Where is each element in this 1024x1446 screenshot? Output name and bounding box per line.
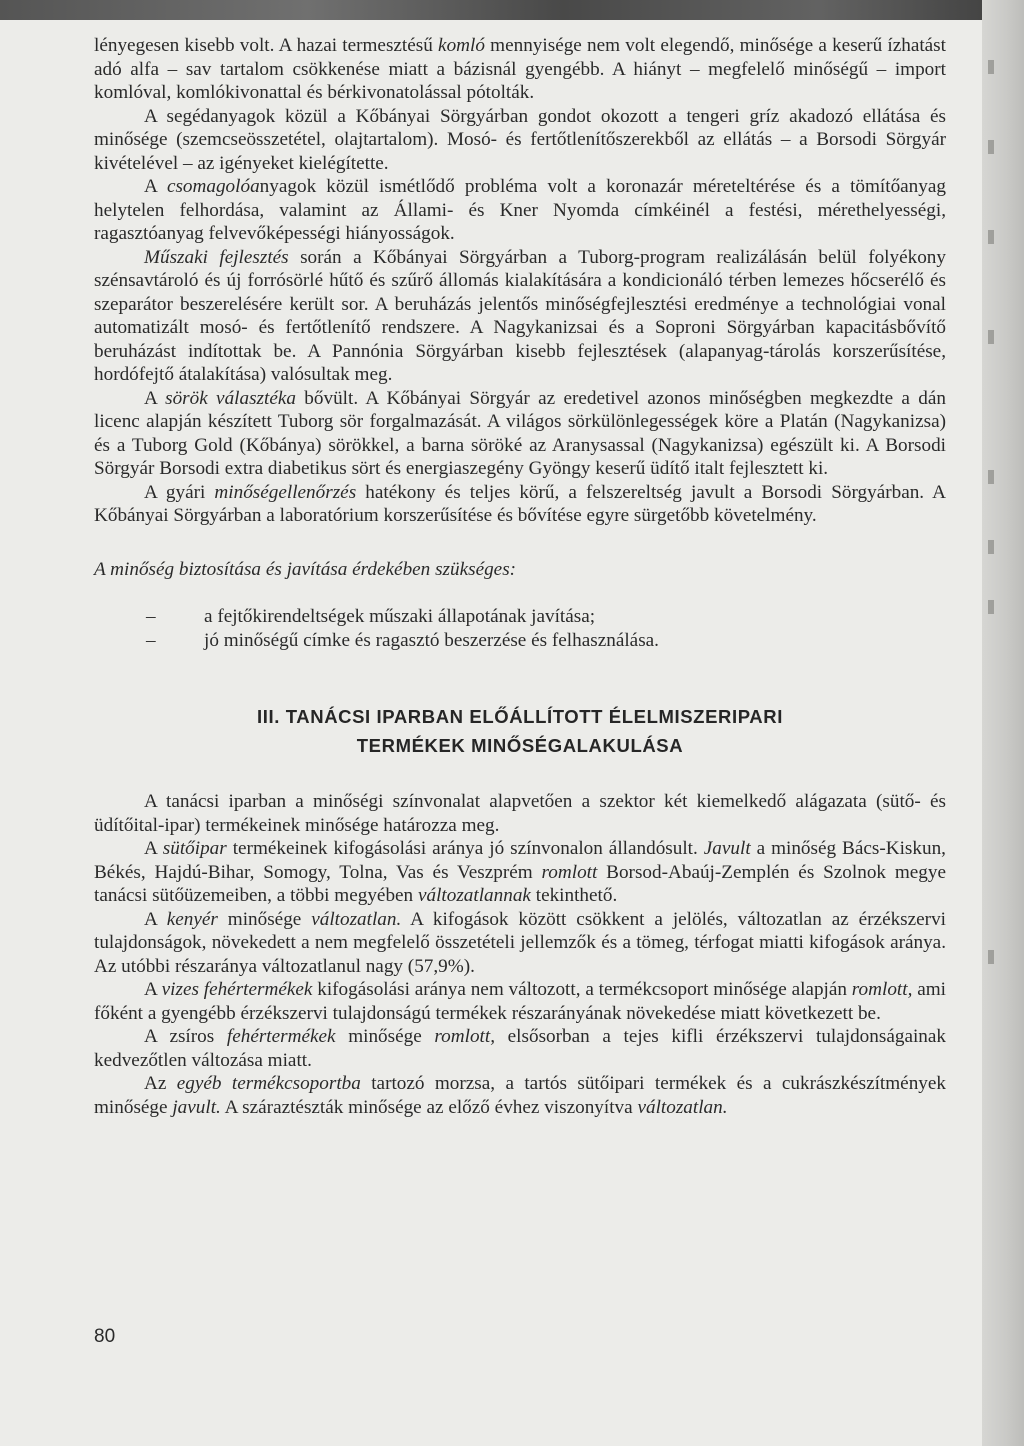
text-run: A <box>144 176 167 197</box>
text-run: a fejtőkirendeltségek műszaki állapotának javítása; <box>204 606 596 627</box>
emphasis-text: javult. <box>172 1096 221 1118</box>
text-run: tekinthető. <box>530 885 618 906</box>
list-item <box>94 629 946 653</box>
emphasis-text: csomagolóa <box>166 176 260 197</box>
emphasis-text: romlott, <box>851 979 913 1000</box>
list-item-text <box>204 629 659 653</box>
text-run: A segédanyagok közül a Kőbányai Sörgyárban gondot okozott a tengeri gríz akadozó ellátása és minősége (szemcseösszetétel, olajtartalom). Mosó- és fertőtlenítőszerekből az ellátás – a Borsodi Sörgyár kivételével – az igényeket kielégítette. <box>94 105 946 174</box>
edge-mark <box>988 600 994 614</box>
text-run: jó minőségű címke és ragasztó beszerzése és felhasználása. <box>204 629 659 651</box>
list-dash: – <box>146 629 156 651</box>
text-run: lényegesen kisebb volt. A hazai termesztésű <box>94 35 439 56</box>
scan-right-edge <box>982 0 1024 1446</box>
edge-mark <box>988 330 994 344</box>
emphasis-text: vizes fehértermékek <box>161 979 313 1000</box>
text-run: nyagok közül ismétlődő probléma volt a koronazár méreteltérése és a tömítőanyag helytelen felhordása, valamint az Állami- és Kner Nyomda címkéinél a festési, mérethelyességi, ragasztóanyag felvevőképességi hiányosságok. <box>94 176 946 244</box>
paragraph <box>94 908 946 979</box>
list-item <box>94 605 946 629</box>
emphasis-text: romlott <box>541 861 598 883</box>
text-run: elsősorban a tejes kifli érzékszervi tulajdonságainak kedvezőtlen változása miatt. <box>94 1026 947 1071</box>
edge-mark <box>988 140 994 154</box>
spacer <box>94 581 946 605</box>
emphasis-text: kenyér <box>166 908 218 930</box>
spacer <box>94 652 946 702</box>
paragraph <box>94 558 946 582</box>
text-run: A száraztészták minősége az előző évhez viszonyítva <box>220 1096 638 1118</box>
paragraph <box>94 978 946 1025</box>
edge-mark <box>988 230 994 244</box>
emphasis-text: változatlan. <box>637 1096 728 1118</box>
paragraph <box>94 105 946 176</box>
emphasis-text: fehértermékek <box>226 1026 336 1047</box>
paragraph <box>94 1072 946 1119</box>
edge-mark <box>988 950 994 964</box>
emphasis-text: romlott, <box>434 1026 495 1047</box>
paragraph <box>94 34 946 105</box>
text-run: A kifogások között csökkent a jelölés, változatlan az érzékszervi tulajdonságok, növekedett a nem megfelelő összetételi jellemzők és a tömeg, térfogat miatti kifogások aránya. Az utóbbi részaránya változatlanul nagy (57,9%). <box>94 908 946 977</box>
text-run: A <box>144 979 162 1000</box>
emphasis-text: komló <box>438 35 485 56</box>
list-dash: – <box>146 606 156 627</box>
text-run: A <box>144 838 163 859</box>
text-run: termékeinek kifogásolási aránya jó színvonalon állandósult. <box>226 838 704 859</box>
emphasis-text: Műszaki fejlesztés <box>144 246 289 268</box>
emphasis-text: változatlannak <box>417 885 531 906</box>
paragraph <box>94 1025 946 1072</box>
text-run: A gyári <box>144 481 215 503</box>
paragraph <box>94 837 946 908</box>
list-item-text <box>204 605 595 629</box>
text-run: bővült. A Kőbányai Sörgyár az eredetivel azonos minőségben megkezdte a dán licenc alapján készített Tuborg sör forgalmazását. A világos sörkülönlegességek köre a Platán (Nagykanizsa) és a Tuborg Gold (Kőbánya) sörökkel, a barna söröké az Aranysassal (Nagykanizsa) egészült ki. A Borsodi Sörgyár Borsodi extra diabetikus sört és energiaszegény Gyöngy keserű üdítő italt fejlesztett ki. <box>94 387 946 479</box>
text-run: a minőség Bács-Kiskun, Békés, Hajdú-Bihar, Somogy, Tolna, Vas és Veszprém <box>94 838 946 883</box>
document-body <box>94 34 946 1119</box>
text-run: kifogásolási aránya nem változott, a termékcsoport minősége alapján <box>312 979 852 1000</box>
paragraph <box>94 246 946 387</box>
text-run: minősége <box>217 908 312 930</box>
section-heading-line: III. TANÁCSI IPARBAN ELŐÁLLÍTOTT ÉLELMISZERIPARI <box>257 706 783 727</box>
paragraph <box>94 387 946 481</box>
text-run: hatékony és teljes körű, a felszereltség javult a Borsodi Sörgyárban. A Kőbányai Sörgyárban a laboratórium korszerűsítése és bővítése egyre sürgetőbb követelmény. <box>94 481 946 526</box>
edge-mark <box>988 540 994 554</box>
text-run: során a Kőbányai Sörgyárban a Tuborg-program realizálásán belül folyékony szénsavtároló és új forrósörlé hűtő és szűrő állomás kialakítására a kondicionáló térben lemezes hőcserélő és szeparátor beszerelésére került sor. A beruházás jelentős minőségfejlesztési eredménye a technológiai vonal automatizált mosó- és fertőtlenítő rendszere. A Nagykanizsai és a Soproni Sörgyárban kapacitásbővítő beruházást indítottak be. A Pannónia Sörgyárban kisebb fejlesztések (alapanyag-tárolás korszerűsítése, hordófejtő átalakítása) valósultak meg. <box>94 246 946 385</box>
spacer <box>94 760 946 790</box>
text-run: A <box>144 908 167 930</box>
scan-top-edge <box>0 0 1024 20</box>
section-heading <box>94 702 946 760</box>
emphasis-text: sütőipar <box>162 838 227 859</box>
text-run: A zsíros <box>144 1026 227 1047</box>
text-run: Borsod-Abaúj-Zemplén és Szolnok megye tanácsi sütőüzemeiben, a többi megyében <box>94 861 946 906</box>
text-run: ami főként a gyengébb érzékszervi tulajdonságú termékek részarányának növekedése miatt következett be. <box>94 979 946 1024</box>
page-number: 80 <box>94 1326 116 1347</box>
emphasis-text: A minőség biztosítása és javítása érdekében szükséges: <box>94 558 517 580</box>
spacer <box>94 528 946 558</box>
emphasis-text: egyéb termékcsoportba <box>176 1073 361 1094</box>
section-heading-line: TERMÉKEK MINŐSÉGALAKULÁSA <box>356 735 684 756</box>
paragraph <box>94 790 946 837</box>
emphasis-text: változatlan. <box>311 908 402 930</box>
text-run: minősége <box>335 1026 435 1047</box>
emphasis-text: Javult <box>703 838 751 859</box>
emphasis-text: sörök választéka <box>165 387 296 409</box>
text-run: Az <box>144 1073 177 1094</box>
text-run: mennyisége nem volt elegendő, minősége a keserű ízhatást adó alfa – sav tartalom csökkenése miatt a bázisnál gyengébb. A hiányt – megfelelő minőségű – import komlóval, komlókivonattal és bérkivonatolással pótolták. <box>94 35 946 103</box>
paragraph <box>94 481 946 528</box>
edge-mark <box>988 470 994 484</box>
text-run: A tanácsi iparban a minőségi színvonalat alapvetően a szektor két kiemelkedő alágazata (sütő- és üdítőital-ipar) termékeinek minősége határozza meg. <box>94 791 946 836</box>
emphasis-text: minőségellenőrzés <box>214 481 357 503</box>
text-run: A <box>144 387 166 409</box>
text-run: tartozó morzsa, a tartós sütőipari termékek és a cukrászkészítmények minősége <box>94 1073 946 1118</box>
edge-mark <box>988 60 994 74</box>
paragraph <box>94 175 946 246</box>
